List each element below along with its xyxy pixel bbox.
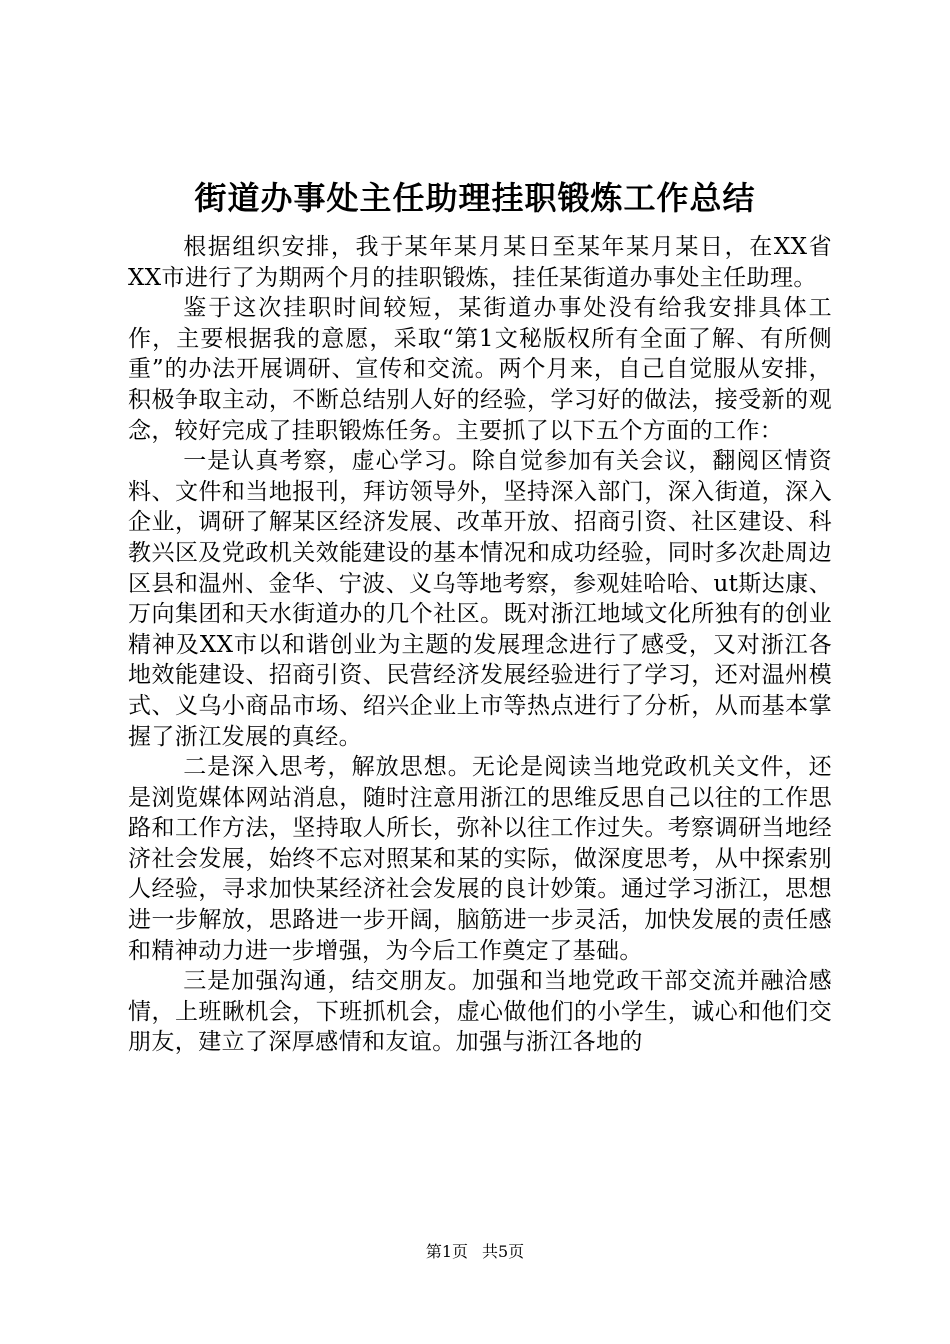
document-body [128,232,832,1058]
page-total: 共5页 [482,1242,525,1261]
page-footer [0,1242,950,1262]
document-title: 街道办事处主任助理挂职锻炼工作总结 [194,179,756,217]
paragraph-point-one: 一是认真考察，虚心学习。除自觉参加有关会议，翻阅区情资料、文件和当地报刊，拜访领导外，坚持深入部门，深入街道，深入企业，调研了解某区经济发展、改革开放、招商引资、社区建设、科教兴区及党政机关效能建设的基本情况和成功经验，同时多次赴周边区县和温州、金华、宁波、义乌等地考察，参观娃哈哈、ut斯达康、万向集团和天水街道办的几个社区。既对浙江地域文化所独有的创业精神及XX市以和谐创业为主题的发展理念进行了感受，又对浙江各地效能建设、招商引资、民营经济发展经验进行了学习，还对温州模式、义乌小商品市场、绍兴企业上市等热点进行了分析，从而基本掌握了浙江发展的真经。 [128,448,832,750]
paragraph-point-three: 三是加强沟通，结交朋友。加强和当地党政干部交流并融洽感情，上班瞅机会，下班抓机会，虚心做他们的小学生，诚心和他们交朋友，建立了深厚感情和友谊。加强与浙江各地的 [128,968,832,1056]
paragraph-intro: 根据组织安排，我于某年某月某日至某年某月某日，在XX省XX市进行了为期两个月的挂职锻炼，挂任某街道办事处主任助理。 [128,234,832,291]
paragraph-point-two: 二是深入思考，解放思想。无论是阅读当地党政机关文件，还是浏览媒体网站消息，随时注意用浙江的思维反思自己以往的工作思路和工作方法，坚持取人所长，弥补以往工作过失。考察调研当地经济社会发展，始终不忘对照某和某的实际，做深度思考，从中探索别人经验，寻求加快某经济社会发展的良计妙策。通过学习浙江，思想进一步解放，思路进一步开阔，脑筋进一步灵活，加快发展的责任感和精神动力进一步增强，为今后工作奠定了基础。 [128,754,832,964]
paragraph-overview: 鉴于这次挂职时间较短，某街道办事处没有给我安排具体工作，主要根据我的意愿，采取“第1文秘版权所有全面了解、有所侧重”的办法开展调研、宣传和交流。两个月来，自己自觉服从安排，积极争取主动，不断总结别人好的经验，学习好的做法，接受新的观念，较好完成了挂职锻炼任务。主要抓了以下五个方面的工作： [128,295,832,444]
page-number: 第1页 [425,1242,468,1261]
